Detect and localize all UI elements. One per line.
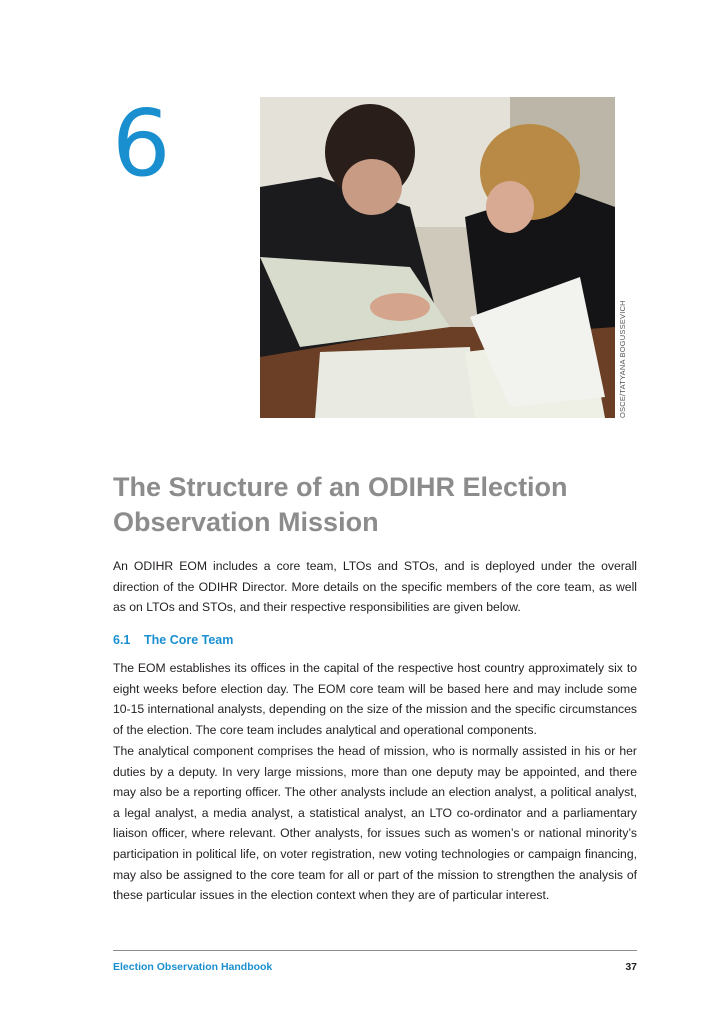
body-paragraph: The EOM establishes its offices in the capital of the respective host country approximately six to eight weeks before election day. The EOM core team will be based here and may include some 10-15 international analysts, depending on the size of the mission and the specific circumstances of the election. The core team includes analytical and operational components. [113, 661, 637, 737]
intro-paragraph: An ODIHR EOM includes a core team, LTOs and STOs, and is deployed under the overall direction of the ODIHR Director. More details on the specific members of the core team, as well as on LTOs and STOs, and their respective responsibilities are given below. [113, 559, 637, 615]
footer-title: Election Observation Handbook [113, 961, 273, 973]
photo-credit: OSCE/TATYANA BOGUSSEVICH [618, 300, 627, 418]
footer-divider [113, 950, 637, 951]
photo-illustration [260, 97, 615, 418]
body-paragraph: The analytical component comprises the head of mission, who is normally assisted in his or her duties by a deputy. In very large missions, more than one deputy may be appointed, and there may also be a reporting officer. The other analysts include an election analyst, a political analyst, a legal analyst, a media analyst, a statistical analyst, an LTO co-ordinator and a parliamentary liaison officer, where relevant. Other analysts, for issues such as women’s or national minority’s participation in political life, on voter registration, new voting technologies or campaign financing, may also be assigned to the core team for all or part of the mission to strengthen the analysis of these particular issues in the election context when they are of particular interest. [113, 744, 637, 903]
section-number: 6.1 [113, 633, 131, 647]
chapter-number: 6 [112, 90, 171, 197]
page-number: 37 [625, 961, 637, 973]
section-title: The Core Team [144, 633, 234, 647]
page-title: The Structure of an ODIHR Election Observation Mission [113, 472, 568, 537]
section-heading [113, 633, 233, 647]
chapter-photo [260, 97, 615, 418]
